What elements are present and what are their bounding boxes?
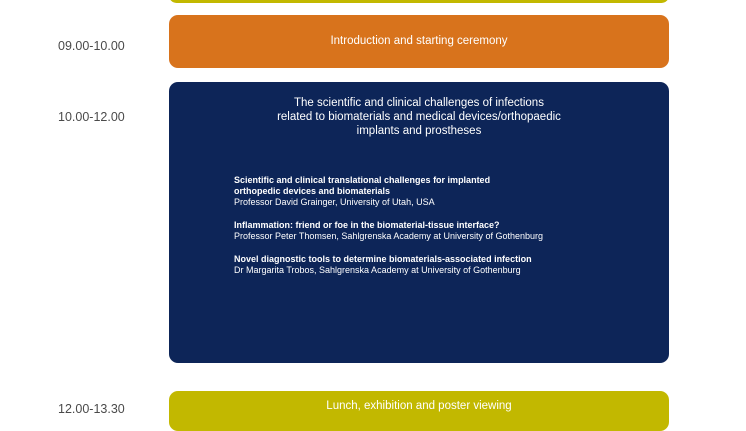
talk-speaker: Professor David Grainger, University of Utah, USA — [234, 197, 435, 207]
session-title-line: implants and prostheses — [356, 125, 482, 137]
session-title-line: The scientific and clinical challenges of infections — [294, 97, 544, 109]
talk-title: Scientific and clinical translational challenges for implanted — [234, 175, 491, 185]
talk-title: Inflammation: friend or foe in the biomaterial-tissue interface? — [234, 220, 500, 230]
lunch-block — [169, 391, 669, 431]
session-title — [169, 96, 669, 138]
talk-item — [234, 220, 654, 242]
talk-title: Novel diagnostic tools to determine biomaterials-associated infection — [234, 254, 532, 264]
talk-item — [234, 254, 654, 276]
talk-speaker: Professor Peter Thomsen, Sahlgrenska Academy at University of Gothenburg — [234, 231, 543, 241]
talk-item — [234, 175, 654, 208]
intro-session-block — [169, 15, 669, 68]
time-slot-lunch: 12.00-13.30 — [58, 402, 125, 416]
scientific-session-block — [169, 82, 669, 363]
time-slot-intro: 09.00-10.00 — [58, 39, 125, 53]
lunch-title: Lunch, exhibition and poster viewing — [326, 400, 512, 412]
talk-speaker: Dr Margarita Trobos, Sahlgrenska Academy at University of Gothenburg — [234, 265, 521, 275]
intro-session-title: Introduction and starting ceremony — [330, 35, 508, 47]
talk-list — [234, 175, 654, 288]
time-slot-session: 10.00-12.00 — [58, 110, 125, 124]
talk-title: orthopedic devices and biomaterials — [234, 186, 391, 196]
previous-session-block — [169, 0, 669, 3]
session-title-line: related to biomaterials and medical devices/orthopaedic — [277, 111, 561, 123]
